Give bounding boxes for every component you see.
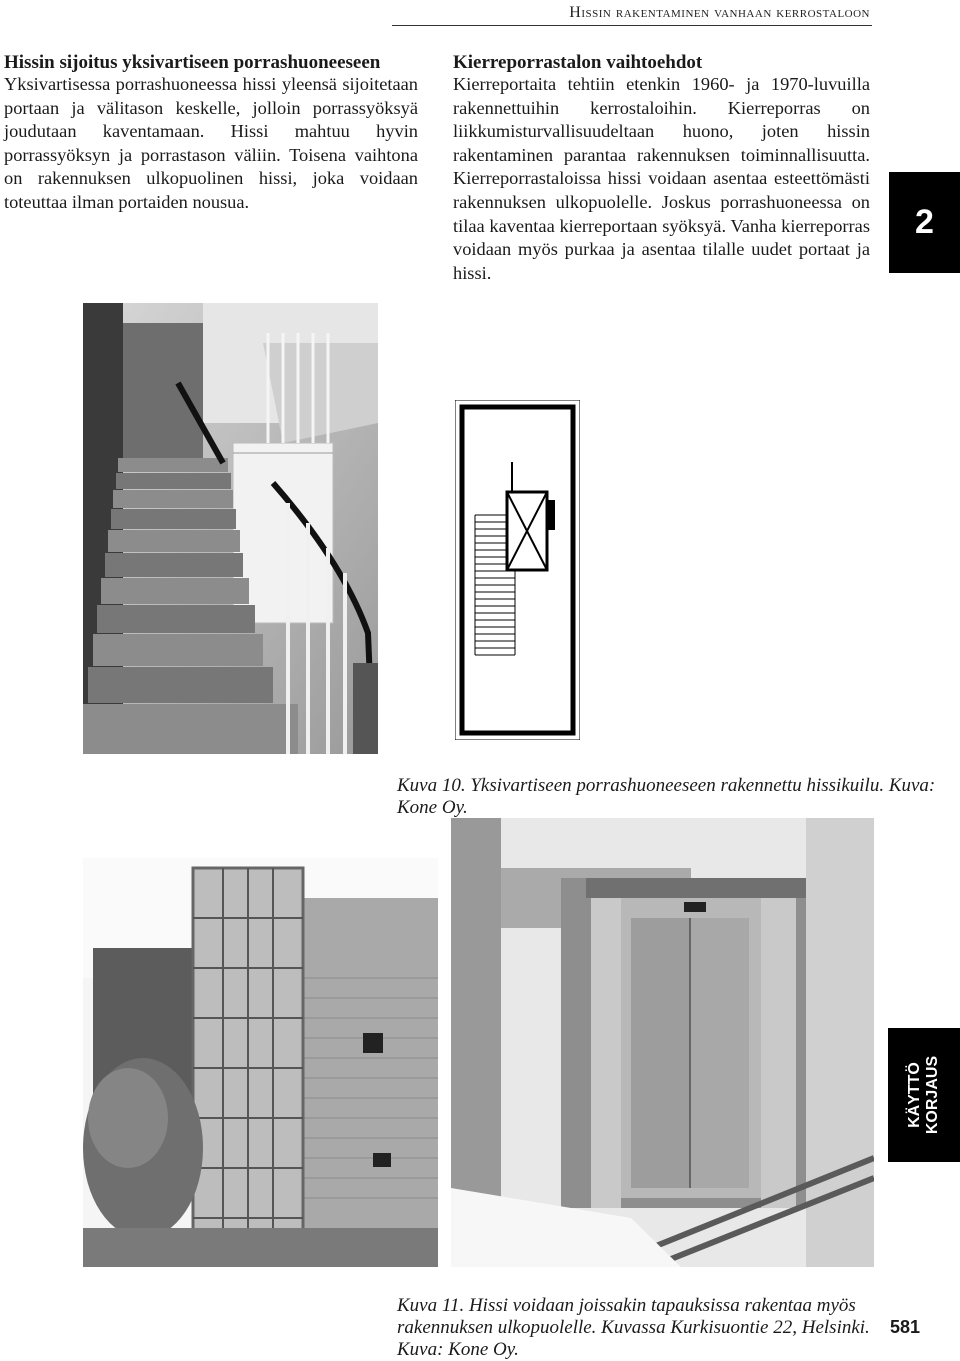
left-column-body: Yksivartisessa porrashuoneessa hissi yleensä sijoitetaan portaan ja välitason keskelle, jolloin porrassyöksyä joudutaan kaventamaan. Hissi mahtuu hyvin porrassyöksyn ja porrastason väliin. Toisena vaihtona on rakennuksen ulkopuolinen hissi, joka voidaan toteuttaa ilman portaiden nousua. bbox=[4, 74, 418, 212]
right-column-body: Kierreportaita tehtiin etenkin 1960- ja 1970-luvuilla rakennettuihin kerrostaloihin. Kierreporras on liikkumisturvallisuudeltaan huono, joten hissin rakentaminen parantaa rakennuksen toiminnallisuutta. Kierreporrastaloissa hissi voidaan asentaa esteettömästi rakennuksen ulkopuolelle. Joskus porrashuoneessa on tilaa kaventaa kierreportaan syöksyä. Vanha kierreporras voidaan myös purkaa ja asentaa tilalle uudet portaat ja hissi. bbox=[453, 74, 870, 283]
figure-10-caption: Kuva 10. Yksivartiseen porrashuoneeseen rakennettu hissikuilu. Kuva: Kone Oy. bbox=[397, 775, 936, 818]
page-number: 581 bbox=[890, 1317, 921, 1337]
exterior-lift-photo bbox=[83, 858, 438, 1267]
elevator-doors-photo bbox=[451, 818, 874, 1267]
staircase-photo bbox=[83, 303, 378, 754]
chapter-tab: 2 bbox=[889, 172, 960, 273]
section-tab-line2: KORJAUS bbox=[924, 1055, 941, 1135]
left-column bbox=[4, 52, 418, 215]
running-header: Hissin rakentaminen vanhaan kerrostaloon bbox=[569, 4, 870, 21]
figure-11-caption: Kuva 11. Hissi voidaan joissakin tapauksissa rakentaa myös rakennuksen ulkopuolelle. Kuvassa Kurkisuontie 22, Helsinki. Kuva: Kone Oy. bbox=[397, 1295, 870, 1360]
left-column-heading: Hissin sijoitus yksivartiseen porrashuoneeseen bbox=[4, 52, 381, 73]
section-tab bbox=[888, 1028, 960, 1162]
right-column bbox=[453, 52, 870, 285]
floor-plan-diagram bbox=[455, 400, 580, 740]
section-tab-label bbox=[906, 1056, 942, 1134]
header-rule bbox=[392, 25, 872, 26]
right-column-heading: Kierreporrastalon vaihtoehdot bbox=[453, 52, 703, 73]
section-tab-line1: KÄYTTÖ bbox=[906, 1062, 923, 1128]
